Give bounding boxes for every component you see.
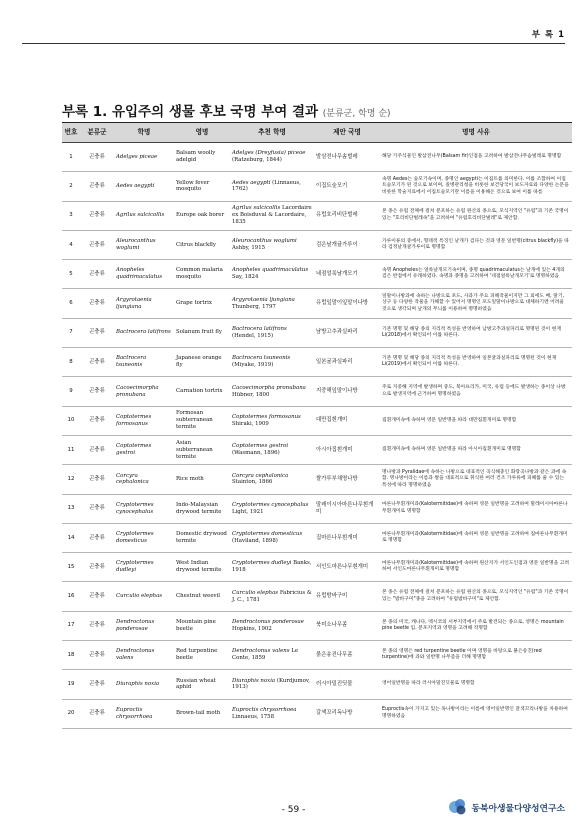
proposed-korean-name: 북미소나무좀 [314, 611, 380, 640]
table-header-row [62, 123, 572, 143]
proposed-korean-name: 검은날개귤가루이 [314, 230, 380, 259]
table-row [62, 289, 572, 318]
recommended-author: (Linnaeus, 1762) [232, 179, 301, 193]
recommended-genus-species: Cryptotermes cynocephalus [232, 501, 309, 508]
recommended-author: Lacordaire ex Boisduval & Lacordaire, 1835 [232, 205, 312, 226]
taxon-group: 곤충류 [80, 465, 114, 494]
english-name: Chestnut weevil [174, 582, 230, 611]
recommended-genus-species: Agrilus sulcicollis [232, 205, 281, 212]
naming-reason: 집흰개미속에 속하며 영문 일반명을 따라 아시아집흰개미로 명명함 [380, 435, 572, 464]
column-header: 추천 학명 [230, 123, 314, 143]
taxon-group: 곤충류 [80, 523, 114, 552]
scientific-name: Dendroctonus ponderosae [114, 611, 174, 640]
english-name: Red turpentine beetle [174, 641, 230, 670]
recommended-name [230, 553, 314, 582]
row-number: 16 [62, 582, 80, 611]
proposed-korean-name: 네점얼룩날개모기 [314, 260, 380, 289]
recommended-name [230, 523, 314, 552]
recommended-name [230, 143, 314, 172]
recommended-name [230, 435, 314, 464]
column-header: 분류군 [80, 123, 114, 143]
recommended-name [230, 494, 314, 523]
recommended-genus-species: Bactrocera latifrons [232, 326, 287, 333]
recommended-author: (Hendel, 1915) [232, 332, 274, 339]
naming-reason: 본 종의 미국, 캐나다, 멕시코의 서부지역에서 주로 발견되는 종으로, 영명은 mountain pine beetle 임. 분포지역과 영명을 고려해 작명함 [380, 611, 572, 640]
table-row [62, 230, 572, 259]
table-row [62, 172, 572, 201]
row-number: 11 [62, 435, 80, 464]
title-main: 부록 1. 유입주의 생물 후보 국명 부여 결과 [62, 104, 319, 120]
scientific-name: Coptotermes gestroi [114, 435, 174, 464]
row-number: 9 [62, 377, 80, 406]
scientific-name: Cacoecimorpha pronubana [114, 377, 174, 406]
recommended-author: Light, 1921 [232, 508, 264, 515]
naming-reason: 마른나무흰개미과(Kalotermitidae)에 속하며 영문 일반명을 고려하여 집마른나무흰개미로 명명함 [380, 523, 572, 552]
recommended-genus-species: Anopheles quadrimaculatus [232, 267, 309, 274]
table-row [62, 699, 572, 728]
naming-reason: 명나방과 Pyralidae에 속하는 나방으로 대표적인 곡식해충인 화랑곡나방과 같은 과에 속함. 명나방이라는 이름과 쌀을 대표적으로 취식한 여러 건조 가루류에 피해를 줄 수 있는 특성에 따라 명명하였음 [380, 465, 572, 494]
naming-reason: 잎말이나방과에 속하는 나방으로 포도, 사과가 주요 피해작물이지만 그 외에도 배, 딸기, 상구 등 다양한 작물을 가해할 수 있어서 명명인 포도잎말이나방으로 대체하기엔 어려울 것으로 생각되며 날개의 무늬를 이용하여 명명하였음 [380, 289, 572, 318]
table-row [62, 523, 572, 552]
taxon-group: 곤충류 [80, 289, 114, 318]
recommended-name [230, 289, 314, 318]
recommended-name [230, 348, 314, 377]
table-row [62, 377, 572, 406]
english-name: Japanese orange fly [174, 348, 230, 377]
recommended-author: Hopkins, 1902 [232, 625, 272, 632]
proposed-korean-name: 러시아밀진딧물 [314, 670, 380, 699]
proposed-korean-name: 지중해잎말이나방 [314, 377, 380, 406]
proposed-korean-name: 유럽밤바구미 [314, 582, 380, 611]
english-name: West Indian drywood termite [174, 553, 230, 582]
row-number: 15 [62, 553, 80, 582]
recommended-author: (Wasmann, 1896) [232, 450, 280, 457]
row-number: 7 [62, 318, 80, 347]
table-row [62, 553, 572, 582]
proposed-korean-name: 붉은송진나무좀 [314, 641, 380, 670]
institute-name: 동북아생물다양성연구소 [471, 803, 565, 814]
table-row [62, 348, 572, 377]
table-row [62, 406, 572, 435]
proposed-korean-name: 유럽잎말이잎말이나방 [314, 289, 380, 318]
proposed-korean-name: 갈색꼬리독나방 [314, 699, 380, 728]
recommended-genus-species: Cacoecimorpha pronubana [232, 384, 306, 391]
proposed-korean-name: 남방고추과실파리 [314, 318, 380, 347]
taxon-group: 곤충류 [80, 611, 114, 640]
english-name: Russian wheat aphid [174, 670, 230, 699]
row-number: 3 [62, 201, 80, 230]
institute-emblem-icon [448, 797, 468, 817]
recommended-genus-species: Curculio elephas [232, 589, 279, 596]
recommended-author: Ashby, 1915 [232, 245, 266, 252]
table-row [62, 318, 572, 347]
page-number: - 59 - [281, 805, 306, 815]
english-name: Asian subterranean termite [174, 435, 230, 464]
scientific-name: Cryptotermes cynocephalus [114, 494, 174, 523]
proposed-korean-name: 말레이시아마른나무흰개미 [314, 494, 380, 523]
taxon-group: 곤충류 [80, 670, 114, 699]
recommended-genus-species: Corcyra cephalonica [232, 472, 289, 479]
proposed-korean-name: 이집트숲모기 [314, 172, 380, 201]
english-name: Yellow fever mosquito [174, 172, 230, 201]
taxon-group: 곤충류 [80, 641, 114, 670]
recommended-genus-species: Argyrotaenia ljungiana [232, 296, 295, 303]
row-number: 12 [62, 465, 80, 494]
naming-reason: 가루이류의 중에서, 형태적 특징인 날개가 검다는 것과 영문 일반명(citrus blackfly)을 따라 검정날개귤가루이로 명명함 [380, 230, 572, 259]
scientific-name: Aleurocanthus woglumi [114, 230, 174, 259]
scientific-name: Bactrocera latifrons [114, 318, 174, 347]
proposed-korean-name: 서인도마른나무흰개미 [314, 553, 380, 582]
english-name: Domestic drywood termite [174, 523, 230, 552]
naming-reason: 본 종은 유럽 전체에 걸쳐 분포하는 유럽 원산의 종으로, 모식지역인 "유럽"과 기존 국명이 있는 "밤바구미"종을 고려하여 "유럽밤바구미"로 제안함. [380, 582, 572, 611]
recommended-author: Fabricius & J. C., 1781 [232, 589, 312, 603]
proposed-korean-name: 대만집흰개미 [314, 406, 380, 435]
recommended-name [230, 260, 314, 289]
taxon-group: 곤충류 [80, 553, 114, 582]
table-body [62, 143, 572, 729]
column-header: 명명 사유 [380, 123, 572, 143]
naming-reason: 마른나무흰개미과(Kalotermitidae)에 속하며 영문 일반명을 고려하여 말레이시아마른나무흰개미로 명명함 [380, 494, 572, 523]
naming-reason: 주로 지중해 지역에 발생하며 중도, 북아프리카, 미국, 유럽 등에도 발생하는 종이상 나방으로 발생지역에 근거하여 명명하였음 [380, 377, 572, 406]
recommended-author: Shiraki, 1909 [232, 420, 269, 427]
recommended-name [230, 230, 314, 259]
recommended-name [230, 582, 314, 611]
naming-reason: 속명 Anopheles는 얼룩날개모기속이며, 종명 quadrimaculatus는 날개에 있는 4개의 검은 반점에서 유래하였다. 속명과 종명을 고려하여 '네점얼룩날개모기'로 명명하였음 [380, 260, 572, 289]
scientific-name: Aedes aegypti [114, 172, 174, 201]
scientific-name: Euproctis chrysorrhoea [114, 699, 174, 728]
recommended-genus-species: Cryptotermes dudleyi [232, 560, 292, 567]
recommended-author: Stainton, 1866 [232, 479, 273, 486]
naming-reason: 영어일반명을 따라 러시아밀진딧물로 명명함 [380, 670, 572, 699]
naming-reason: Euproctis속이 가지고 있는 독나방이라는 이름에 영어일반명인 갈색꼬리나방을 차용하여 명명하였음 [380, 699, 572, 728]
recommended-author: Say, 1824 [232, 274, 259, 281]
taxon-group: 곤충류 [80, 143, 114, 172]
taxon-group: 곤충류 [80, 699, 114, 728]
recommended-name [230, 465, 314, 494]
english-name: Formosan subterranean termite [174, 406, 230, 435]
proposed-korean-name: 유럽호리비단벌레 [314, 201, 380, 230]
recommended-author: Linnaeus, 1758 [232, 713, 275, 720]
scientific-name: Diuraphis noxia [114, 670, 174, 699]
row-number: 4 [62, 230, 80, 259]
recommended-genus-species: Cryptotermes domesticus [232, 531, 303, 538]
table-row [62, 494, 572, 523]
taxon-group: 곤충류 [80, 230, 114, 259]
row-number: 1 [62, 143, 80, 172]
column-header: 제안 국명 [314, 123, 380, 143]
scientific-name: Agrilus sulcicollis [114, 201, 174, 230]
scientific-name: Dendroctonus valens [114, 641, 174, 670]
table-row [62, 641, 572, 670]
row-number: 14 [62, 523, 80, 552]
taxon-group: 곤충류 [80, 260, 114, 289]
english-name: Indo-Malaysian drywood termite [174, 494, 230, 523]
scientific-name: Argyrotaenia ljungiana [114, 289, 174, 318]
table-row [62, 582, 572, 611]
naming-reason: 해당 기주식물인 발삼전나무(Balsam fir)인점을 고려하여 발삼전나무솜벌레로 명명함 [380, 143, 572, 172]
recommended-genus-species: Coptotermes formosanus [232, 413, 301, 420]
institute-logo [448, 797, 565, 817]
row-number: 17 [62, 611, 80, 640]
row-number: 19 [62, 670, 80, 699]
proposed-korean-name: 집마른나무흰개미 [314, 523, 380, 552]
taxon-group: 곤충류 [80, 172, 114, 201]
proposed-korean-name: 발삼전나무솜벌레 [314, 143, 380, 172]
recommended-name [230, 377, 314, 406]
recommended-name [230, 201, 314, 230]
naming-reason: 마른나무흰개미과(Kalotermitidae)에 속하며 원산지가 서인도인점과 영문 일반명을 고려하여 서인도마른나무흰개미로 명명함 [380, 553, 572, 582]
title-sub: (분류군, 학명 순) [322, 109, 391, 119]
scientific-name: Coptotermes formosanus [114, 406, 174, 435]
recommended-author: (Ratzeburg, 1844) [232, 157, 282, 164]
recommended-name [230, 318, 314, 347]
taxon-group: 곤충류 [80, 494, 114, 523]
table-row [62, 201, 572, 230]
appendix-label: 부 록 1 [531, 30, 565, 40]
english-name: Mountain pine beetle [174, 611, 230, 640]
row-number: 6 [62, 289, 80, 318]
column-header: 학명 [114, 123, 174, 143]
naming-reason: 기존 명명 및 해당 종의 지리적 특성을 반영하여 남방고추과실파리로 명명된 것이 현재 Li(2018)에서 확인되어 이를 따른다. [380, 318, 572, 347]
row-number: 20 [62, 699, 80, 728]
recommended-author: Le Conte, 1859 [232, 648, 299, 662]
table-row [62, 260, 572, 289]
candidate-names-table [62, 122, 572, 729]
english-name: Grape tortrix [174, 289, 230, 318]
table-row [62, 143, 572, 172]
row-number: 18 [62, 641, 80, 670]
recommended-genus-species: Dendroctonus valens [232, 648, 290, 655]
english-name: Solanum fruit fly [174, 318, 230, 347]
recommended-author: (Miyake, 1919) [232, 362, 274, 369]
recommended-author: Thunberg, 1797 [232, 303, 276, 310]
header-rule [22, 43, 565, 44]
naming-reason: 속명 Aedes는 숲모기속이며, 종명인 aegypti는 이집트를 의미한다. 이를 조합하여 이집트숲모기가 된 것으로 보이며, 질병관리청을 비롯한 보건당국이 보도자료와 다양한 논문을 비롯한 학술지료에서 이집트숲모기란 이름을 이용해온 것으로 보여 이를 따름 [380, 172, 572, 201]
recommended-genus-species: Diuraphis noxia [232, 677, 276, 684]
recommended-genus-species: Coptotermes gestroi [232, 443, 289, 450]
proposed-korean-name: 쌀가루부채명나방 [314, 465, 380, 494]
recommended-name [230, 611, 314, 640]
naming-reason: 본 종의 영명은 red turpentine beetle 이며 영명을 바탕으로 붉은송진(red turpentine)에 과와 일반명 나무좀을 더해 명명함 [380, 641, 572, 670]
recommended-name [230, 699, 314, 728]
table-row [62, 465, 572, 494]
taxon-group: 곤충류 [80, 406, 114, 435]
taxon-group: 곤충류 [80, 582, 114, 611]
recommended-name [230, 406, 314, 435]
proposed-korean-name: 아시아집흰개미 [314, 435, 380, 464]
english-name: Common malaria mosquito [174, 260, 230, 289]
row-number: 2 [62, 172, 80, 201]
recommended-author: (Kurdjumov, 1913) [232, 677, 310, 691]
recommended-genus-species: Dendroctonus ponderosae [232, 618, 304, 625]
naming-reason: 본 종은 유럽 전체에 걸쳐 분포하는 유럽 원산의 종으로, 모식지역인 "유럽"과 기존 국명이 있는 "호리비단벌레속"을 고려하여 "유럽호리비단벌레"로 제안함. [380, 201, 572, 230]
taxon-group: 곤충류 [80, 377, 114, 406]
taxon-group: 곤충류 [80, 435, 114, 464]
recommended-genus-species: Aleurocanthus woglumi [232, 238, 297, 245]
recommended-author: (Haviland, 1898) [232, 538, 278, 544]
proposed-korean-name: 일본귤과실파리 [314, 348, 380, 377]
scientific-name: Cryptotermes dudleyi [114, 553, 174, 582]
table-row [62, 670, 572, 699]
recommended-genus-species: Euproctis chrysorrhoea [232, 706, 297, 713]
naming-reason: 기존 명명 및 해당 종의 지리적 특성을 반영하여 일본귤과실파리로 명명된 것이 현재 Li(2019)에서 확인되어 이를 따른다. [380, 348, 572, 377]
column-header: 번호 [62, 123, 80, 143]
recommended-genus-species: Adelges (Dreyfusia) piceae [232, 150, 306, 157]
row-number: 10 [62, 406, 80, 435]
english-name: Balsam woolly adelgid [174, 143, 230, 172]
english-name: Rice moth [174, 465, 230, 494]
scientific-name: Adelges piceae [114, 143, 174, 172]
recommended-author: Banks, 1918 [232, 560, 312, 574]
recommended-name [230, 172, 314, 201]
english-name: Brown-tail moth [174, 699, 230, 728]
english-name: Europe oak borer [174, 201, 230, 230]
page-title [62, 100, 391, 120]
table-row [62, 611, 572, 640]
recommended-genus-species: Aedes aegypti [232, 179, 271, 186]
row-number: 8 [62, 348, 80, 377]
recommended-genus-species: Bactrocera tsuneonis [232, 355, 291, 362]
scientific-name: Bactrocera tsuneonis [114, 348, 174, 377]
naming-reason: 집흰개미속에 속하며 영문 일반명을 따라 대만집흰개미로 명명함 [380, 406, 572, 435]
scientific-name: Anopheles quadrimaculatus [114, 260, 174, 289]
recommended-name [230, 670, 314, 699]
english-name: Carnation tortrix [174, 377, 230, 406]
recommended-author: Hübner, 1800 [232, 391, 270, 398]
scientific-name: Curculio elephas [114, 582, 174, 611]
taxon-group: 곤충류 [80, 201, 114, 230]
recommended-name [230, 641, 314, 670]
english-name: Citrus blackfly [174, 230, 230, 259]
column-header: 영명 [174, 123, 230, 143]
scientific-name: Cryptotermes domesticus [114, 523, 174, 552]
scientific-name: Corcyra cephalonica [114, 465, 174, 494]
row-number: 5 [62, 260, 80, 289]
taxon-group: 곤충류 [80, 348, 114, 377]
taxon-group: 곤충류 [80, 318, 114, 347]
row-number: 13 [62, 494, 80, 523]
table-row [62, 435, 572, 464]
